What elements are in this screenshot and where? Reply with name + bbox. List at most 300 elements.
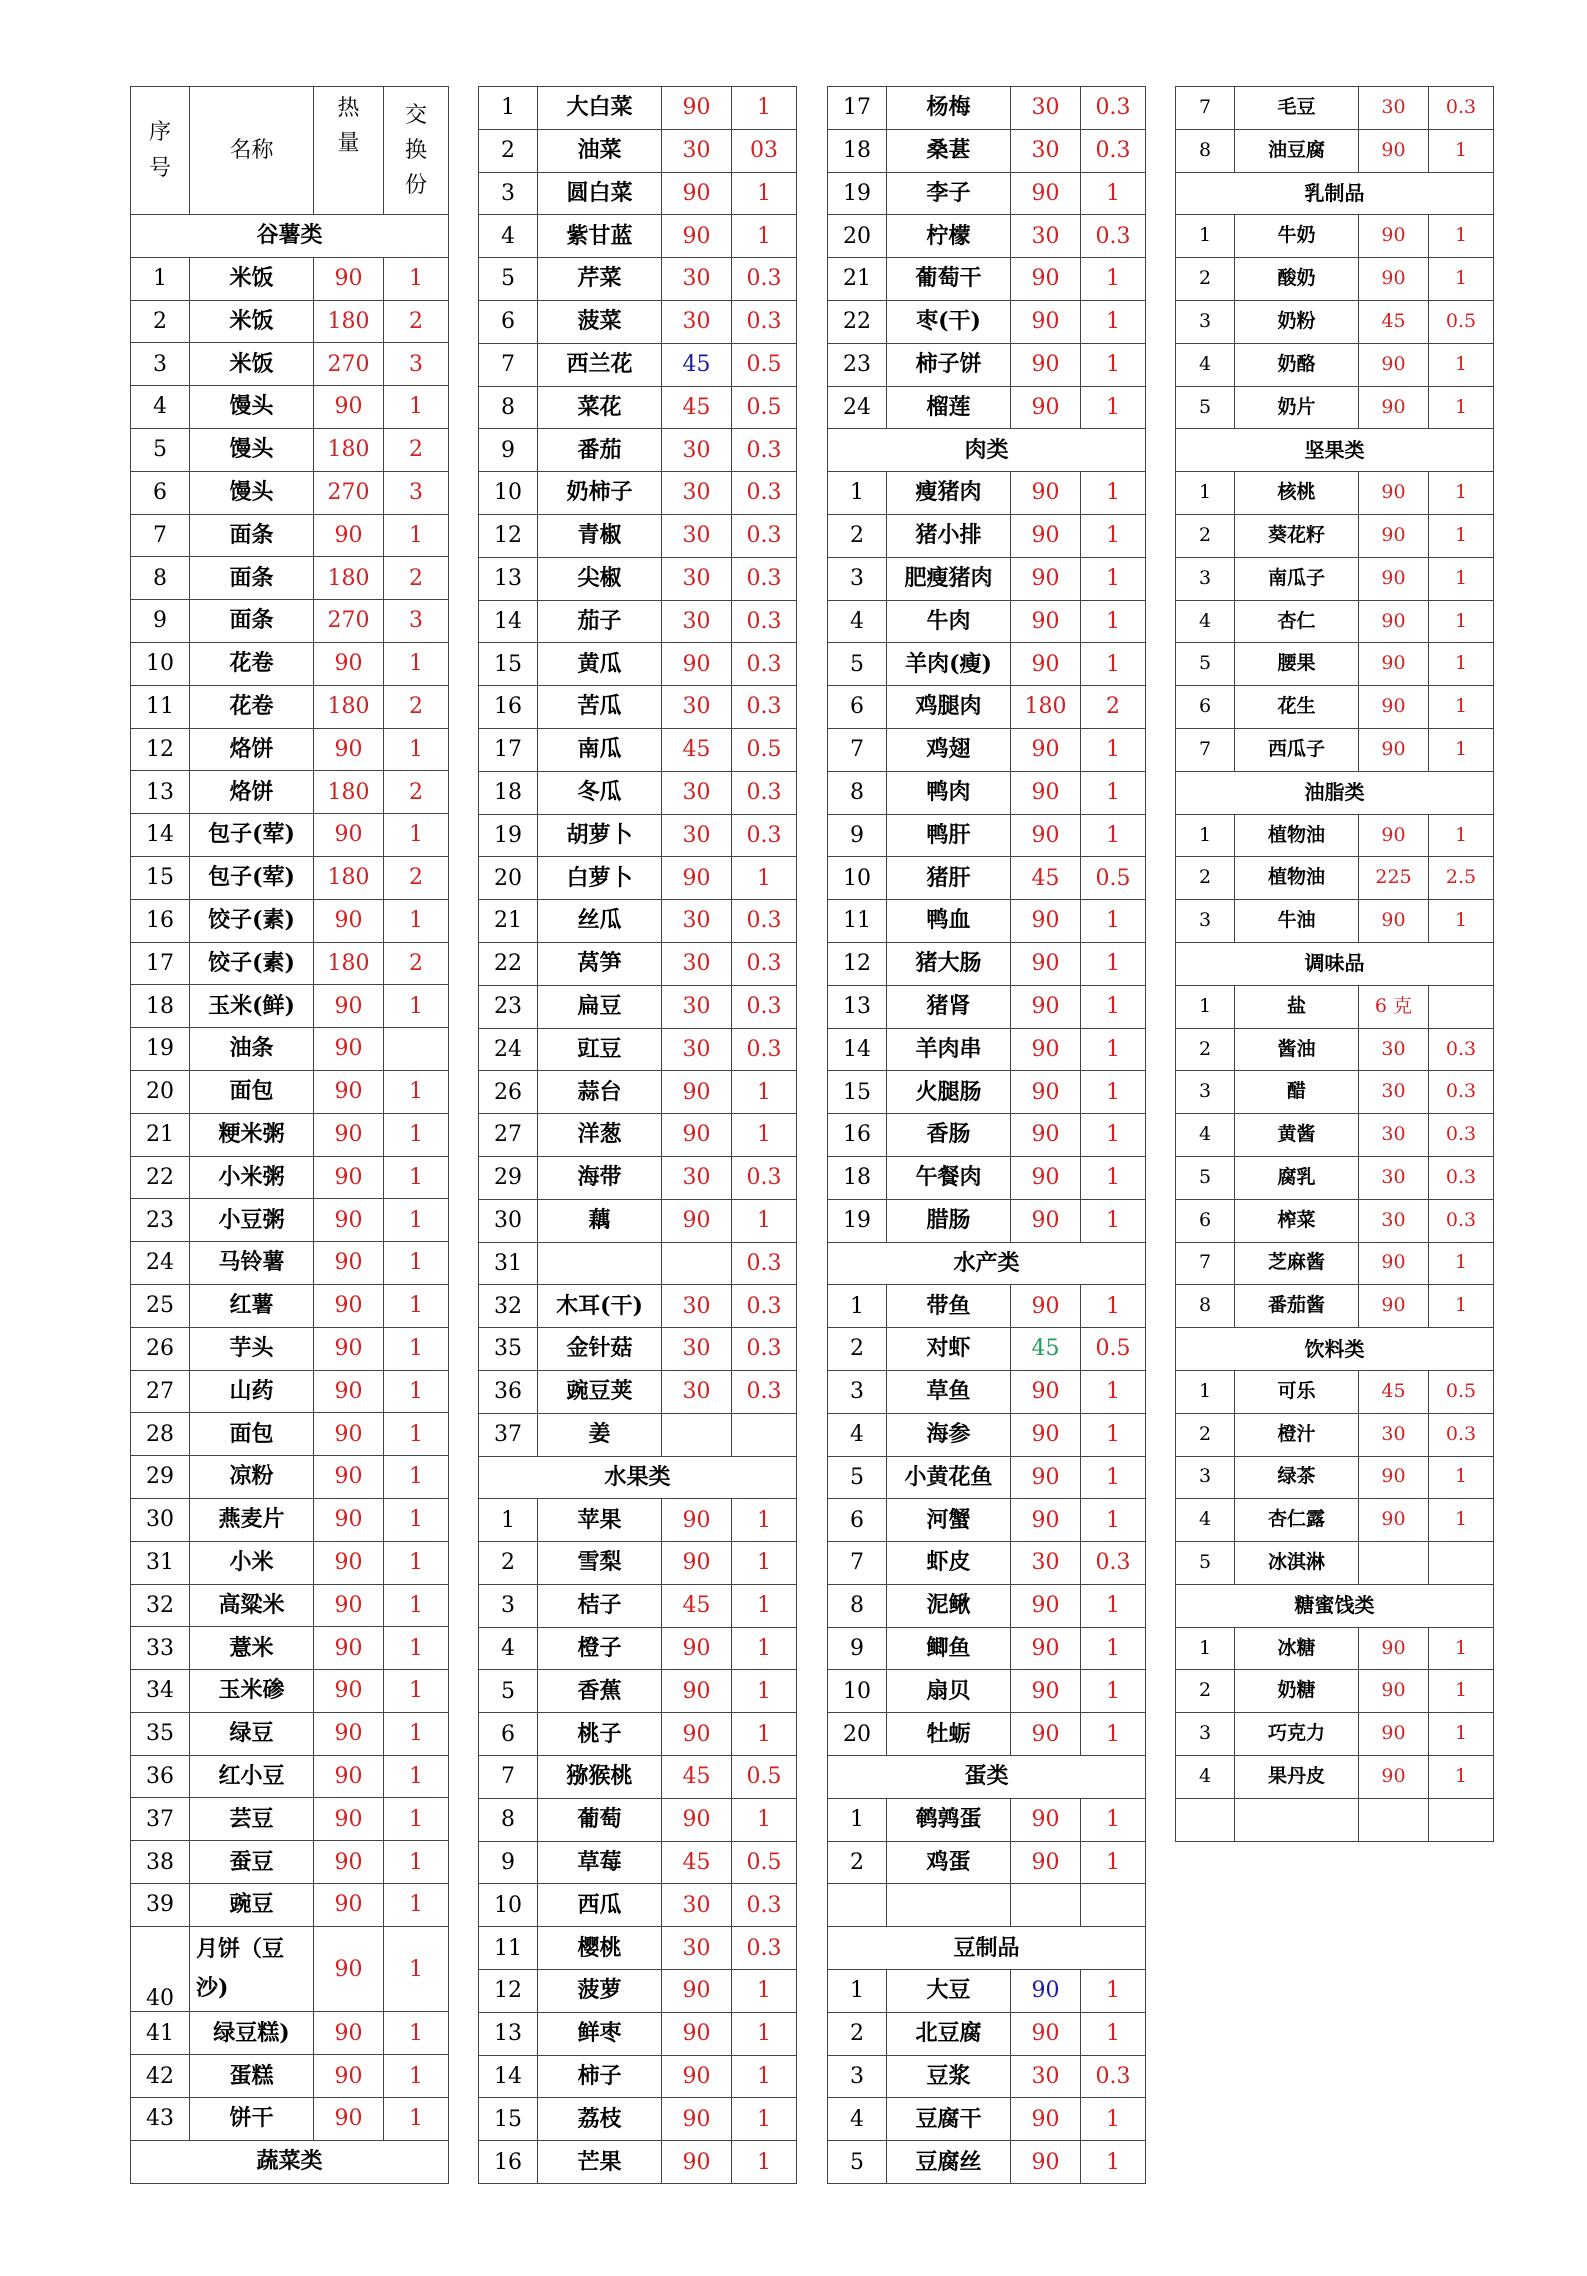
- food-name: 芋头: [190, 1327, 314, 1370]
- food-name: 杨梅: [887, 87, 1011, 130]
- calorie-value: 90: [1011, 2141, 1081, 2184]
- calorie-value: 90: [1011, 2098, 1081, 2141]
- row-number: 25: [131, 1284, 190, 1327]
- portion-value: 1: [1081, 942, 1146, 985]
- calorie-value: 90: [662, 1713, 732, 1756]
- calorie-value: 90: [314, 985, 384, 1028]
- table-row: [1176, 900, 1494, 943]
- row-number: 43: [131, 2098, 190, 2141]
- food-name: 牛油: [1235, 900, 1359, 943]
- portion-value: 1: [384, 1284, 449, 1327]
- table-row: [479, 129, 797, 172]
- table-row: [1176, 1156, 1494, 1199]
- portion-value: [1429, 1798, 1494, 1841]
- row-number: 4: [479, 1627, 538, 1670]
- table-row: [828, 386, 1146, 429]
- row-number: 8: [1176, 129, 1235, 172]
- calorie-value: 90: [314, 1798, 384, 1841]
- portion-value: 0.3: [1429, 1156, 1494, 1199]
- portion-value: 1: [1429, 728, 1494, 771]
- portion-value: 1: [1429, 1627, 1494, 1670]
- portion-value: 1: [1081, 1584, 1146, 1627]
- row-number: 7: [1176, 87, 1235, 130]
- portion-value: 1: [732, 1627, 797, 1670]
- portion-value: 1: [384, 899, 449, 942]
- calorie-value: 90: [1011, 942, 1081, 985]
- table-row: [131, 1712, 449, 1755]
- table-row: [828, 728, 1146, 771]
- food-name: 冰淇淋: [1235, 1542, 1359, 1585]
- portion-value: 1: [384, 1755, 449, 1798]
- table-row: [479, 686, 797, 729]
- table-row: [828, 1713, 1146, 1756]
- calorie-value: 90: [314, 1156, 384, 1199]
- food-name: [538, 1242, 662, 1285]
- table-row: [131, 2055, 449, 2098]
- food-name: 醋: [1235, 1071, 1359, 1114]
- row-number: 22: [131, 1156, 190, 1199]
- table-row: [828, 1970, 1146, 2013]
- food-name: 扁豆: [538, 985, 662, 1028]
- calorie-value: 90: [1011, 1199, 1081, 1242]
- table-row: [828, 985, 1146, 1028]
- table-row: [479, 2098, 797, 2141]
- calorie-value: 30: [662, 514, 732, 557]
- table-row: [828, 771, 1146, 814]
- calorie-value: 90: [662, 1071, 732, 1114]
- calorie-value: 90: [1011, 1285, 1081, 1328]
- food-name: 木耳(干): [538, 1285, 662, 1328]
- section-title: 蔬菜类: [131, 2140, 449, 2183]
- row-number: 41: [131, 2012, 190, 2055]
- portion-value: 1: [1081, 1156, 1146, 1199]
- food-name: 丝瓜: [538, 900, 662, 943]
- calorie-value: 90: [1359, 1713, 1429, 1756]
- table-row: [479, 1285, 797, 1328]
- table-row: [1176, 1199, 1494, 1242]
- table-row: [131, 1242, 449, 1285]
- food-name: 金针菇: [538, 1328, 662, 1371]
- table-row: [828, 900, 1146, 943]
- calorie-value: 90: [1359, 1756, 1429, 1799]
- food-name: 杏仁露: [1235, 1499, 1359, 1542]
- portion-value: 1: [1081, 2141, 1146, 2184]
- row-number: 26: [131, 1327, 190, 1370]
- row-number: 11: [479, 1927, 538, 1970]
- calorie-value: 90: [1359, 129, 1429, 172]
- portion-value: 1: [732, 857, 797, 900]
- food-name: 鹌鹑蛋: [887, 1798, 1011, 1841]
- row-number: 38: [131, 1841, 190, 1884]
- table-row: [1176, 557, 1494, 600]
- row-number: 2: [828, 2012, 887, 2055]
- food-name: 北豆腐: [887, 2012, 1011, 2055]
- calorie-value: 90: [314, 1456, 384, 1499]
- table-row: [828, 1328, 1146, 1371]
- calorie-value: 90: [1359, 814, 1429, 857]
- table-row: [131, 1798, 449, 1841]
- food-name: 绿茶: [1235, 1456, 1359, 1499]
- table-row: [479, 215, 797, 258]
- portion-value: 0.3: [1081, 2055, 1146, 2098]
- food-name: 藕: [538, 1199, 662, 1242]
- portion-value: 1: [384, 257, 449, 300]
- food-table-body: [131, 87, 449, 2184]
- table-row: [479, 1756, 797, 1799]
- table-row: [1176, 1456, 1494, 1499]
- calorie-value: 90: [1359, 1456, 1429, 1499]
- food-name: 腊肠: [887, 1199, 1011, 1242]
- calorie-value: 90: [1359, 343, 1429, 386]
- row-number: 1: [828, 1285, 887, 1328]
- food-name: 玉米碜: [190, 1670, 314, 1713]
- food-name: 烙饼: [190, 728, 314, 771]
- table-row: [131, 1456, 449, 1499]
- portion-value: 1: [1081, 985, 1146, 1028]
- table-row: [1176, 1028, 1494, 1071]
- section-title: 油脂类: [1176, 771, 1494, 814]
- portion-value: [1429, 985, 1494, 1028]
- calorie-value: 90: [314, 2098, 384, 2141]
- portion-value: 1: [1429, 600, 1494, 643]
- row-number: 21: [479, 900, 538, 943]
- table-row: [828, 1028, 1146, 1071]
- food-name: 红小豆: [190, 1755, 314, 1798]
- food-name: 柿子: [538, 2055, 662, 2098]
- portion-value: 1: [384, 1926, 449, 2012]
- calorie-value: 30: [662, 300, 732, 343]
- table-row: [131, 300, 449, 343]
- table-row: [479, 1156, 797, 1199]
- portion-value: 1: [732, 215, 797, 258]
- food-name: 面条: [190, 514, 314, 557]
- calorie-value: 90: [1359, 472, 1429, 515]
- portion-value: 1: [384, 1370, 449, 1413]
- food-table-body: [479, 87, 797, 2184]
- row-number: 5: [828, 2141, 887, 2184]
- calorie-value: 90: [314, 1242, 384, 1285]
- calorie-value: 90: [314, 1070, 384, 1113]
- table-row: [1176, 1242, 1494, 1285]
- table-row: [479, 942, 797, 985]
- row-number: 5: [1176, 386, 1235, 429]
- row-number: 29: [479, 1156, 538, 1199]
- calorie-value: 6 克: [1359, 985, 1429, 1028]
- row-number: 20: [131, 1070, 190, 1113]
- row-number: 26: [479, 1071, 538, 1114]
- food-name: 鲜枣: [538, 2012, 662, 2055]
- portion-value: 1: [384, 1070, 449, 1113]
- table-row: [479, 1670, 797, 1713]
- food-name: [1235, 1798, 1359, 1841]
- calorie-value: 90: [1011, 985, 1081, 1028]
- calorie-value: 90: [1359, 557, 1429, 600]
- row-number: 1: [479, 87, 538, 130]
- food-name: 猪肾: [887, 985, 1011, 1028]
- calorie-value: 90: [1011, 300, 1081, 343]
- row-number: 21: [131, 1113, 190, 1156]
- calorie-value: 90: [1359, 1627, 1429, 1670]
- section-title: 糖蜜饯类: [1176, 1584, 1494, 1627]
- row-number: 7: [479, 1756, 538, 1799]
- table-row: [131, 856, 449, 899]
- calorie-value: 90: [314, 1541, 384, 1584]
- row-number: 6: [1176, 1199, 1235, 1242]
- calorie-value: 90: [1011, 771, 1081, 814]
- food-name: 苦瓜: [538, 686, 662, 729]
- table-row: [131, 1627, 449, 1670]
- portion-value: [1081, 1884, 1146, 1927]
- calorie-value: 45: [1359, 1370, 1429, 1413]
- row-number: 4: [1176, 1756, 1235, 1799]
- row-number: 5: [1176, 1156, 1235, 1199]
- row-number: 1: [479, 1499, 538, 1542]
- portion-value: 1: [384, 514, 449, 557]
- table-row: [479, 1199, 797, 1242]
- calorie-value: 90: [1011, 2012, 1081, 2055]
- table-header-row: [131, 87, 449, 215]
- portion-value: 1: [732, 2012, 797, 2055]
- food-name: 菠萝: [538, 1970, 662, 2013]
- portion-value: 1: [1429, 129, 1494, 172]
- calorie-value: 90: [1011, 1114, 1081, 1157]
- portion-value: 0.3: [1429, 1071, 1494, 1114]
- calorie-value: 45: [1359, 300, 1429, 343]
- row-number: 18: [828, 129, 887, 172]
- row-number: 7: [1176, 1242, 1235, 1285]
- table-row: [131, 1113, 449, 1156]
- table-row: [131, 600, 449, 643]
- food-name: 番茄: [538, 429, 662, 472]
- row-number: 37: [131, 1798, 190, 1841]
- calorie-value: 30: [1011, 129, 1081, 172]
- food-table-body: [828, 87, 1146, 2184]
- table-row: [479, 1499, 797, 1542]
- row-number: 12: [479, 514, 538, 557]
- calorie-value: 90: [1359, 386, 1429, 429]
- calorie-value: 90: [314, 257, 384, 300]
- portion-value: 0.3: [732, 814, 797, 857]
- calorie-value: 180: [314, 771, 384, 814]
- food-name: 杏仁: [1235, 600, 1359, 643]
- food-name: 猪肝: [887, 857, 1011, 900]
- portion-value: 0.3: [1081, 1542, 1146, 1585]
- calorie-value: 30: [662, 771, 732, 814]
- calorie-value: 90: [1011, 1071, 1081, 1114]
- calorie-value: 90: [662, 1627, 732, 1670]
- food-name: 酸奶: [1235, 258, 1359, 301]
- table-row: [479, 557, 797, 600]
- food-name: 包子(荤): [190, 856, 314, 899]
- row-number: 12: [828, 942, 887, 985]
- food-name: 花生: [1235, 686, 1359, 729]
- food-name: 枣(干): [887, 300, 1011, 343]
- portion-value: 0.3: [732, 1156, 797, 1199]
- food-name: 饺子(素): [190, 942, 314, 985]
- portion-value: 0.5: [732, 1756, 797, 1799]
- food-name: 桔子: [538, 1584, 662, 1627]
- row-number: 8: [479, 1798, 538, 1841]
- table-row: [1176, 1285, 1494, 1328]
- food-name: 奶片: [1235, 386, 1359, 429]
- portion-value: 1: [732, 1071, 797, 1114]
- portion-value: 0.3: [732, 686, 797, 729]
- table-row: [479, 2141, 797, 2184]
- row-number: 1: [1176, 472, 1235, 515]
- portion-value: 1: [732, 1584, 797, 1627]
- calorie-value: 90: [662, 643, 732, 686]
- row-number: 1: [828, 1970, 887, 2013]
- table-row: [131, 1541, 449, 1584]
- calorie-value: 90: [662, 2141, 732, 2184]
- row-number: 31: [131, 1541, 190, 1584]
- calorie-value: 90: [1011, 343, 1081, 386]
- food-name: 包子(荤): [190, 814, 314, 857]
- row-number: 2: [1176, 258, 1235, 301]
- calorie-value: 90: [1011, 1156, 1081, 1199]
- row-number: 3: [828, 1370, 887, 1413]
- portion-value: 0.3: [1429, 1114, 1494, 1157]
- calorie-value: 90: [1011, 728, 1081, 771]
- calorie-value: 30: [662, 557, 732, 600]
- calorie-value: 30: [1011, 87, 1081, 130]
- row-number: 11: [131, 685, 190, 728]
- food-name: 葡萄: [538, 1798, 662, 1841]
- portion-value: 0.5: [732, 1841, 797, 1884]
- row-number: 10: [131, 642, 190, 685]
- table-row: [131, 899, 449, 942]
- food-name: 羊肉(瘦): [887, 643, 1011, 686]
- portion-value: 0.3: [732, 1370, 797, 1413]
- calorie-value: 225: [1359, 857, 1429, 900]
- row-number: 3: [1176, 300, 1235, 343]
- calorie-value: 90: [314, 1584, 384, 1627]
- food-name: 泥鳅: [887, 1584, 1011, 1627]
- calorie-value: 90: [1011, 1456, 1081, 1499]
- row-number: 27: [131, 1370, 190, 1413]
- table-row: [1176, 1670, 1494, 1713]
- table-row: [828, 1114, 1146, 1157]
- table-row: [131, 2098, 449, 2141]
- calorie-value: 90: [1359, 1242, 1429, 1285]
- row-number: 6: [828, 1499, 887, 1542]
- food-name: 大白菜: [538, 87, 662, 130]
- table-row: [828, 215, 1146, 258]
- food-table-col-1: [130, 86, 449, 2184]
- row-number: 2: [828, 1841, 887, 1884]
- calorie-value: 30: [662, 942, 732, 985]
- row-number: 19: [828, 1199, 887, 1242]
- calorie-value: 90: [314, 814, 384, 857]
- row-number: 1: [828, 1798, 887, 1841]
- calorie-value: 90: [314, 1327, 384, 1370]
- table-row: [131, 685, 449, 728]
- calorie-value: 90: [314, 1670, 384, 1713]
- portion-value: 0.5: [1081, 1328, 1146, 1371]
- table-row: [828, 514, 1146, 557]
- calorie-value: 90: [314, 1113, 384, 1156]
- row-number: [1176, 1798, 1235, 1841]
- portion-value: 0.3: [732, 1927, 797, 1970]
- food-name: 奶糖: [1235, 1670, 1359, 1713]
- table-row: [479, 1328, 797, 1371]
- portion-value: 1: [1081, 1713, 1146, 1756]
- table-row: [131, 1199, 449, 1242]
- table-row: [828, 1156, 1146, 1199]
- table-row: [828, 1670, 1146, 1713]
- food-name: 桃子: [538, 1713, 662, 1756]
- section-row: [828, 1927, 1146, 1970]
- row-number: 5: [828, 643, 887, 686]
- portion-value: 0.3: [1081, 87, 1146, 130]
- calorie-value: 90: [1359, 686, 1429, 729]
- food-name: 烙饼: [190, 771, 314, 814]
- portion-value: 1: [384, 386, 449, 429]
- table-row: [479, 1370, 797, 1413]
- portion-value: 1: [1081, 643, 1146, 686]
- food-name: 鸡蛋: [887, 1841, 1011, 1884]
- food-name: 巧克力: [1235, 1713, 1359, 1756]
- calorie-value: 30: [1359, 1114, 1429, 1157]
- food-name: 荔枝: [538, 2098, 662, 2141]
- calorie-value: 90: [662, 87, 732, 130]
- portion-value: 1: [732, 1199, 797, 1242]
- table-row: [1176, 1798, 1494, 1841]
- row-number: 24: [131, 1242, 190, 1285]
- row-number: 8: [828, 771, 887, 814]
- row-number: 18: [131, 985, 190, 1028]
- food-name: 豆腐干: [887, 2098, 1011, 2141]
- food-name: 豇豆: [538, 1028, 662, 1071]
- calorie-value: 30: [662, 1285, 732, 1328]
- calorie-value: 90: [314, 899, 384, 942]
- table-row: [828, 686, 1146, 729]
- food-name: 姜: [538, 1413, 662, 1456]
- table-row: [131, 1156, 449, 1199]
- row-number: 13: [479, 2012, 538, 2055]
- portion-value: 1: [1429, 343, 1494, 386]
- table-row: [131, 1370, 449, 1413]
- food-name: 蒜台: [538, 1071, 662, 1114]
- calorie-value: 90: [1011, 1713, 1081, 1756]
- food-name: 蚕豆: [190, 1841, 314, 1884]
- row-number: 11: [828, 900, 887, 943]
- portion-value: 0.3: [732, 514, 797, 557]
- food-name: 馒头: [190, 386, 314, 429]
- row-number: 35: [479, 1328, 538, 1371]
- table-row: [828, 942, 1146, 985]
- food-name: 酱油: [1235, 1028, 1359, 1071]
- table-row: [479, 472, 797, 515]
- table-row: [828, 1841, 1146, 1884]
- row-number: 14: [479, 600, 538, 643]
- row-number: [828, 1884, 887, 1927]
- row-number: 14: [479, 2055, 538, 2098]
- calorie-value: [662, 1242, 732, 1285]
- portion-value: 1: [384, 1584, 449, 1627]
- food-name: 胡萝卜: [538, 814, 662, 857]
- calorie-value: 270: [314, 343, 384, 386]
- food-name: 蛋糕: [190, 2055, 314, 2098]
- table-row: [479, 1114, 797, 1157]
- portion-value: 0.5: [732, 343, 797, 386]
- row-number: 19: [479, 814, 538, 857]
- food-name: 芒果: [538, 2141, 662, 2184]
- food-name: 油条: [190, 1028, 314, 1071]
- portion-value: 1: [1081, 1370, 1146, 1413]
- section-row: [1176, 429, 1494, 472]
- table-row: [1176, 472, 1494, 515]
